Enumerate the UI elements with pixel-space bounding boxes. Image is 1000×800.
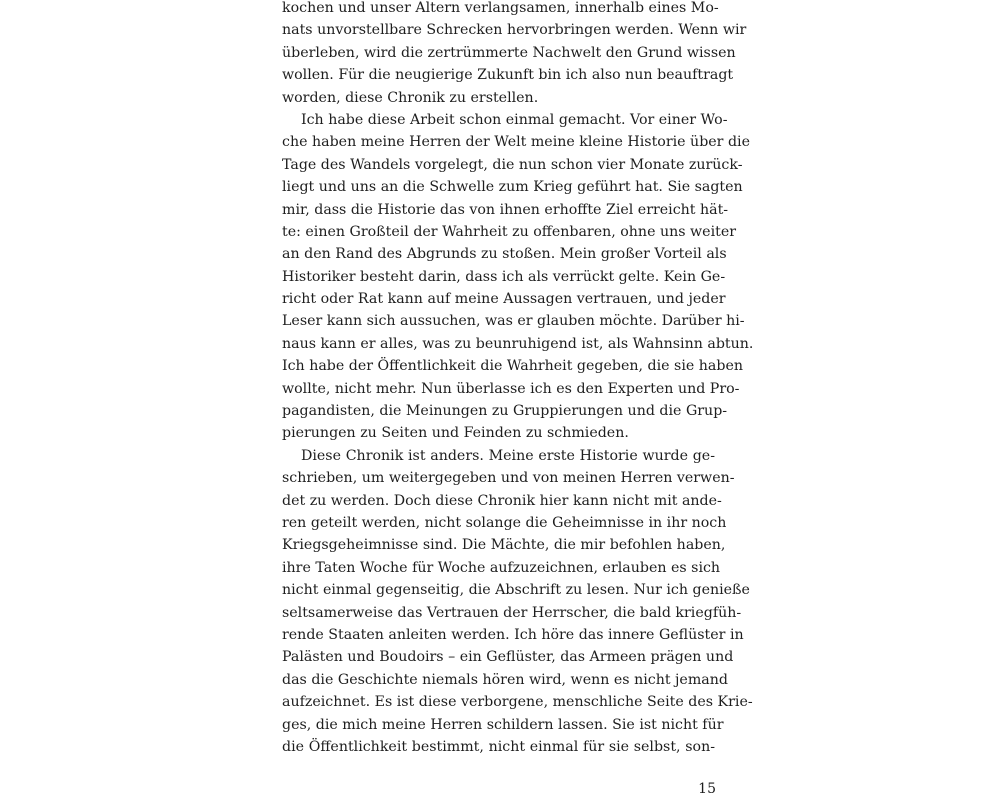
text-line: Palästen und Boudoirs – ein Geflüster, das Armeen prägen und xyxy=(282,649,734,666)
text-line: rende Staaten anleiten werden. Ich höre das innere Geflüster in xyxy=(282,626,744,643)
text-line: liegt und uns an die Schwelle zum Krieg geführt hat. Sie sagten xyxy=(282,179,743,196)
text-line: überleben, wird die zertrümmerte Nachwelt den Grund wissen xyxy=(282,44,736,61)
text-line: che haben meine Herren der Welt meine kleine Historie über die xyxy=(282,134,750,151)
text-line: det zu werden. Doch diese Chronik hier kann nicht mit ande- xyxy=(282,492,722,509)
text-line: Tage des Wandels vorgelegt, die nun schon vier Monate zurück- xyxy=(282,156,743,173)
text-line: Ich habe diese Arbeit schon einmal gemacht. Vor einer Wo- xyxy=(301,111,728,128)
paragraph-1 xyxy=(282,0,747,109)
text-line: pierungen zu Seiten und Feinden zu schmieden. xyxy=(282,425,629,442)
text-line: ihre Taten Woche für Woche aufzuzeichnen, erlauben es sich xyxy=(282,559,721,576)
text-line: Ich habe der Öffentlichkeit die Wahrheit gegeben, die sie haben xyxy=(282,358,743,375)
body-text xyxy=(282,0,754,758)
text-line: aufzeichnet. Es ist diese verborgene, menschliche Seite des Krie- xyxy=(282,694,753,711)
text-line: ren geteilt werden, nicht solange die Geheimnisse in ihr noch xyxy=(282,514,727,531)
text-line: te: einen Großteil der Wahrheit zu offenbaren, ohne uns weiter xyxy=(282,223,736,240)
text-line: die Öffentlichkeit bestimmt, nicht einmal für sie selbst, son- xyxy=(282,738,715,755)
text-line: naus kann er alles, was zu beunruhigend ist, als Wahnsinn abtun. xyxy=(282,335,754,352)
text-line: Kriegsgeheimnisse sind. Die Mächte, die mir befohlen haben, xyxy=(282,537,726,554)
text-line: wollen. Für die neugierige Zukunft bin ich also nun beauftragt xyxy=(282,67,734,84)
text-line: nats unvorstellbare Schrecken hervorbringen werden. Wenn wir xyxy=(282,22,747,39)
text-line: Historiker besteht darin, dass ich als verrückt gelte. Kein Ge- xyxy=(282,268,726,285)
page-number: 15 xyxy=(698,781,716,797)
paragraph-3 xyxy=(282,445,753,758)
text-line: seltsamerweise das Vertrauen der Herrscher, die bald kriegfüh- xyxy=(282,604,742,621)
text-line: wollte, nicht mehr. Nun überlasse ich es den Experten und Pro- xyxy=(282,380,740,397)
text-line: mir, dass die Historie das von ihnen erhoffte Ziel erreicht hät- xyxy=(282,201,729,218)
text-line: pagandisten, die Meinungen zu Gruppierungen und die Grup- xyxy=(282,403,728,420)
text-line: nicht einmal gegenseitig, die Abschrift zu lesen. Nur ich genieße xyxy=(282,582,750,599)
text-line: ges, die mich meine Herren schildern lassen. Sie ist nicht für xyxy=(282,716,724,733)
text-line: Diese Chronik ist anders. Meine erste Historie wurde ge- xyxy=(301,447,715,464)
text-line: das die Geschichte niemals hören wird, wenn es nicht jemand xyxy=(282,671,728,688)
text-line: schrieben, um weitergegeben und von meinen Herren verwen- xyxy=(282,470,735,487)
text-line: worden, diese Chronik zu erstellen. xyxy=(282,89,539,106)
text-line: kochen und unser Altern verlangsamen, innerhalb eines Mo- xyxy=(282,0,719,16)
text-line: Leser kann sich aussuchen, was er glauben möchte. Darüber hi- xyxy=(282,313,745,330)
paragraph-2 xyxy=(282,109,754,445)
text-line: richt oder Rat kann auf meine Aussagen vertrauen, und jeder xyxy=(282,291,726,308)
text-line: an den Rand des Abgrunds zu stoßen. Mein großer Vorteil als xyxy=(282,246,727,263)
